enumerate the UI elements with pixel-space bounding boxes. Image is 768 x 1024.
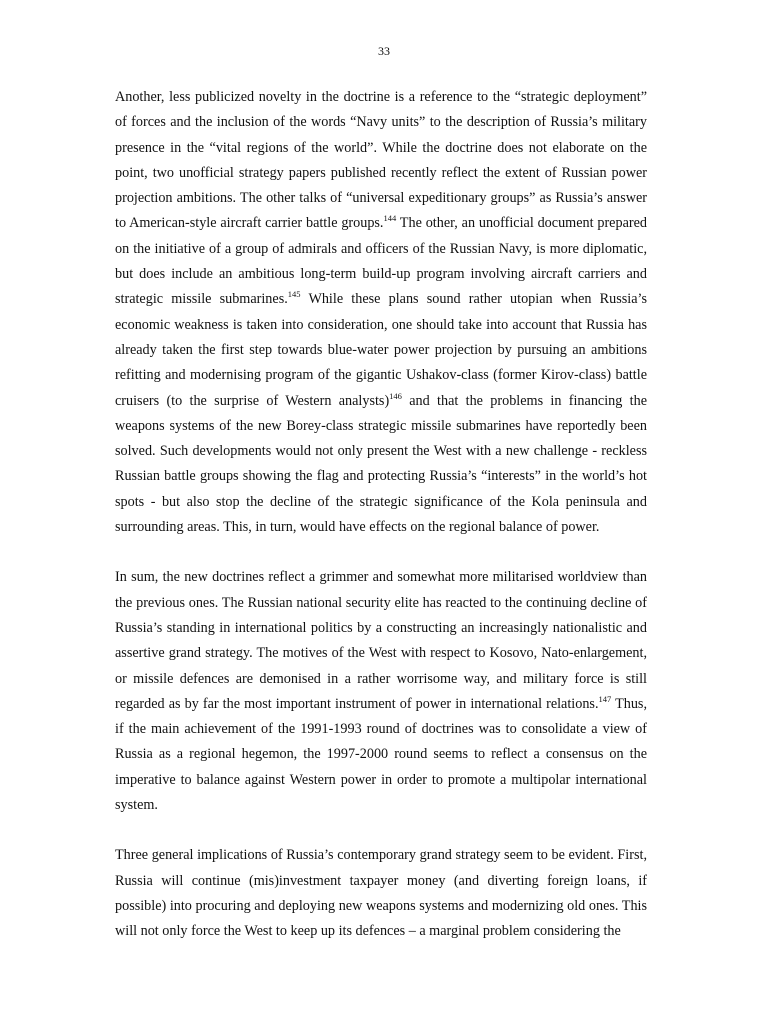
footnote-marker-144: 144 [383, 213, 397, 224]
paragraph-in-sum [115, 565, 647, 818]
text-run: Thus, if the main achievement of the 1991-1993 round of doctrines was to consolidate a view of Russia as a regional hegemon, the 1997-2000 round seems to reflect a consensus on the imperative to balance against Western power in order to promote a multipolar international system. [115, 695, 647, 814]
paragraph-three-implications [115, 843, 647, 944]
page-number: 33 [378, 44, 390, 58]
footnote-marker-145: 145 [287, 289, 301, 300]
paragraph-strategic-deployment [115, 85, 647, 540]
text-run: Another, less publicized novelty in the doctrine is a reference to the “strategic deployment” of forces and the inclusion of the words “Navy units” to the description of Russia’s military presence in the “vital regions of the world”. While the doctrine does not elaborate on the point, two unofficial strategy papers published recently reflect the extent of Russian power projection ambitions. The other talks of “universal expeditionary groups” as Russia’s answer to American-style aircraft carrier battle groups. [115, 89, 647, 232]
text-run: While these plans sound rather utopian when Russia’s economic weakness is taken into consideration, one should take into account that Russia has already taken the first step towards blue-water power projection by pursuing an ambitions refitting and modernising program of the gigantic Ushakov-class (former Kirov-class) battle cruisers (to the surprise of Western analysts) [115, 291, 647, 409]
text-run: In sum, the new doctrines reflect a grimmer and somewhat more militarised worldview than the previous ones. The Russian national security elite has reacted to the continuing decline of Russia’s standing in international politics by a constructing an increasingly nationalistic and assertive grand strategy. The motives of the West with respect to Kosovo, Nato-enlargement, or missile defences are demonised in a rather worrisome way, and military force is still regarded as by far the most important instrument of power in international relations. [115, 569, 647, 712]
footnote-marker-147: 147 [598, 693, 612, 704]
document-body [115, 85, 647, 945]
text-run: and that the problems in financing the weapons systems of the new Borey-class strategic missile submarines have reportedly been solved. Such developments would not only present the West with a new challenge - reckless Russian battle groups showing the flag and protecting Russia’s “interests” in the world’s hot spots - but also stop the decline of the strategic significance of the Kola peninsula and surrounding areas. This, in turn, would have effects on the regional balance of power. [115, 392, 647, 536]
footnote-marker-146: 146 [389, 390, 402, 401]
text-run: Three general implications of Russia’s contemporary grand strategy seem to be evident. First, Russia will continue (mis)investment taxpayer money (and diverting foreign loans, if possible) into procuring and deploying new weapons systems and modernizing old ones. This will not only force the West to keep up its defences – a marginal problem considering the [115, 847, 647, 940]
text-run: The other, an unofficial document prepared on the initiative of a group of admirals and officers of the Russian Navy, is more diplomatic, but does include an ambitious long-term build-up program involving aircraft carriers and strategic missile submarines. [115, 215, 647, 308]
